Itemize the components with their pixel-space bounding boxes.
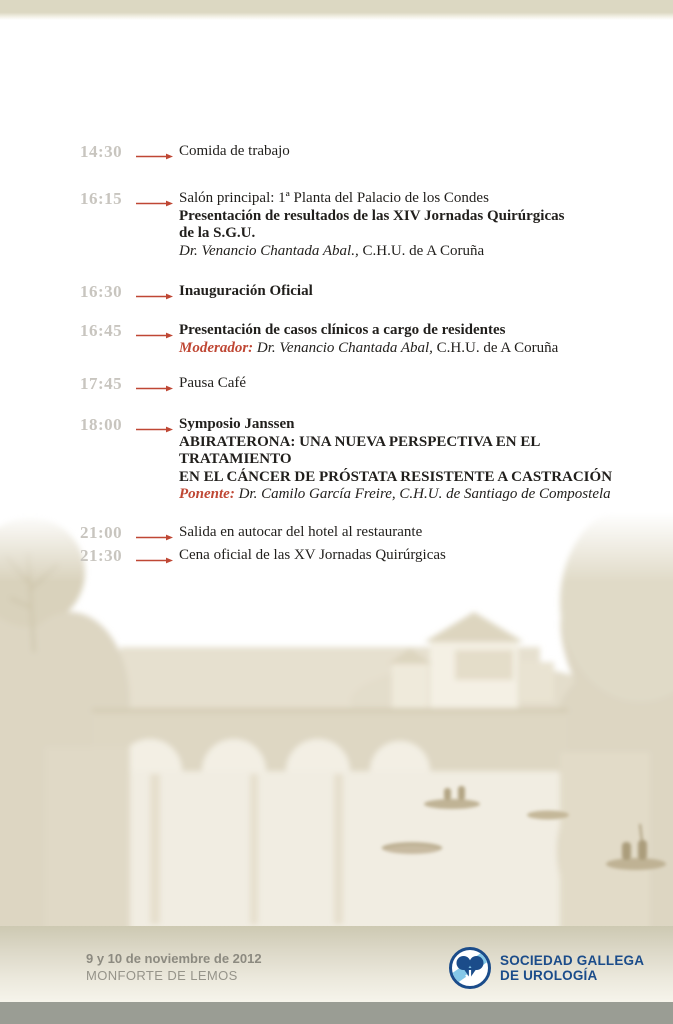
event-text-segment: Dr. Camilo García Freire, C.H.U. de Santiago de Compostela	[234, 486, 611, 502]
event-text-segment: Comida de trabajo	[179, 143, 290, 159]
event-line	[179, 434, 620, 469]
arrow-icon	[136, 283, 174, 306]
event-text-segment: Dr. Venancio Chantada Abal.,	[179, 242, 359, 259]
sgu-logo-line1: SOCIEDAD GALLEGA	[500, 953, 645, 968]
footer-info	[86, 950, 262, 984]
urology-society-logo-icon	[448, 946, 492, 990]
event-text	[179, 190, 620, 260]
event-text	[179, 322, 620, 357]
event-line	[179, 225, 620, 243]
schedule-row	[80, 283, 620, 306]
arrow-icon	[136, 190, 174, 213]
bottom-gray-band	[0, 1002, 673, 1024]
arrow-icon	[136, 547, 174, 570]
event-line	[179, 469, 620, 487]
time-label: 18:00	[80, 415, 123, 434]
event-text-segment: Moderador:	[179, 339, 254, 356]
event-text-segment: Inauguración Oficial	[179, 283, 313, 299]
event-line	[179, 143, 620, 161]
event-text-segment: Salón principal: 1ª Planta del Palacio de los Condes	[179, 190, 489, 206]
event-text-segment: Ponente:	[179, 486, 235, 502]
schedule-row	[80, 375, 620, 398]
event-text	[179, 524, 620, 542]
event-text	[179, 375, 620, 393]
event-text	[179, 416, 620, 504]
arrow-icon	[136, 524, 174, 547]
arrow-icon	[136, 375, 174, 398]
event-text	[179, 283, 620, 301]
event-text-segment: Presentación de resultados de las XIV Jornadas Quirúrgicas	[179, 207, 565, 224]
event-text-segment: Cena oficial de las XV Jornadas Quirúrgicas	[179, 546, 446, 563]
schedule-row	[80, 416, 620, 504]
event-text-segment: EN EL CÁNCER DE PRÓSTATA RESISTENTE A CASTRACIÓN	[179, 468, 613, 485]
sgu-logo-text	[500, 953, 644, 983]
top-decor-band	[0, 0, 673, 20]
sgu-logo-line2: DE UROLOGÍA	[500, 968, 598, 983]
event-text-segment: Pausa Café	[179, 375, 247, 391]
time-label: 21:00	[80, 522, 123, 542]
event-text-segment: Salida en autocar del hotel al restaurante	[179, 523, 423, 540]
time-label: 16:45	[80, 321, 123, 340]
event-line	[179, 283, 620, 301]
schedule-row	[80, 143, 620, 166]
event-line	[179, 375, 620, 393]
event-location: MONFORTE DE LEMOS	[86, 968, 238, 983]
schedule-row	[80, 322, 620, 357]
footer-band	[0, 926, 673, 1002]
event-line	[179, 416, 620, 434]
time-label: 17:45	[80, 374, 123, 393]
event-text-segment: C.H.U. de A Coruña	[432, 339, 559, 356]
schedule	[80, 143, 620, 570]
event-text-segment: C.H.U. de A Coruña	[358, 242, 485, 259]
event-line	[179, 486, 620, 504]
time-label: 14:30	[80, 142, 123, 161]
event-text	[179, 143, 620, 161]
event-text	[179, 547, 620, 565]
background-photo	[0, 512, 673, 932]
arrow-icon	[136, 416, 174, 439]
event-line	[179, 243, 620, 261]
event-text-segment: ABIRATERONA: UNA NUEVA PERSPECTIVA EN EL TRATAMIENTO	[179, 433, 540, 467]
event-line	[179, 547, 620, 565]
schedule-row	[80, 547, 620, 570]
event-line	[179, 208, 620, 226]
schedule-row	[80, 524, 620, 547]
event-text-segment: Symposio Janssen	[179, 416, 295, 432]
event-dates: 9 y 10 de noviembre de 2012	[86, 951, 262, 966]
event-line	[179, 524, 620, 542]
arrow-icon	[136, 143, 174, 166]
sgu-logo	[448, 946, 644, 990]
time-label: 16:30	[80, 282, 123, 301]
event-text-segment: Dr. Venancio Chantada Abal,	[253, 339, 433, 356]
time-label: 16:15	[80, 189, 123, 208]
event-line	[179, 322, 620, 340]
event-line	[179, 190, 620, 208]
arrow-icon	[136, 322, 174, 345]
time-label: 21:30	[80, 545, 123, 565]
event-text-segment: de la S.G.U.	[179, 225, 256, 241]
event-line	[179, 340, 620, 358]
event-text-segment: Presentación de casos clínicos a cargo de residentes	[179, 322, 506, 338]
schedule-row	[80, 190, 620, 260]
